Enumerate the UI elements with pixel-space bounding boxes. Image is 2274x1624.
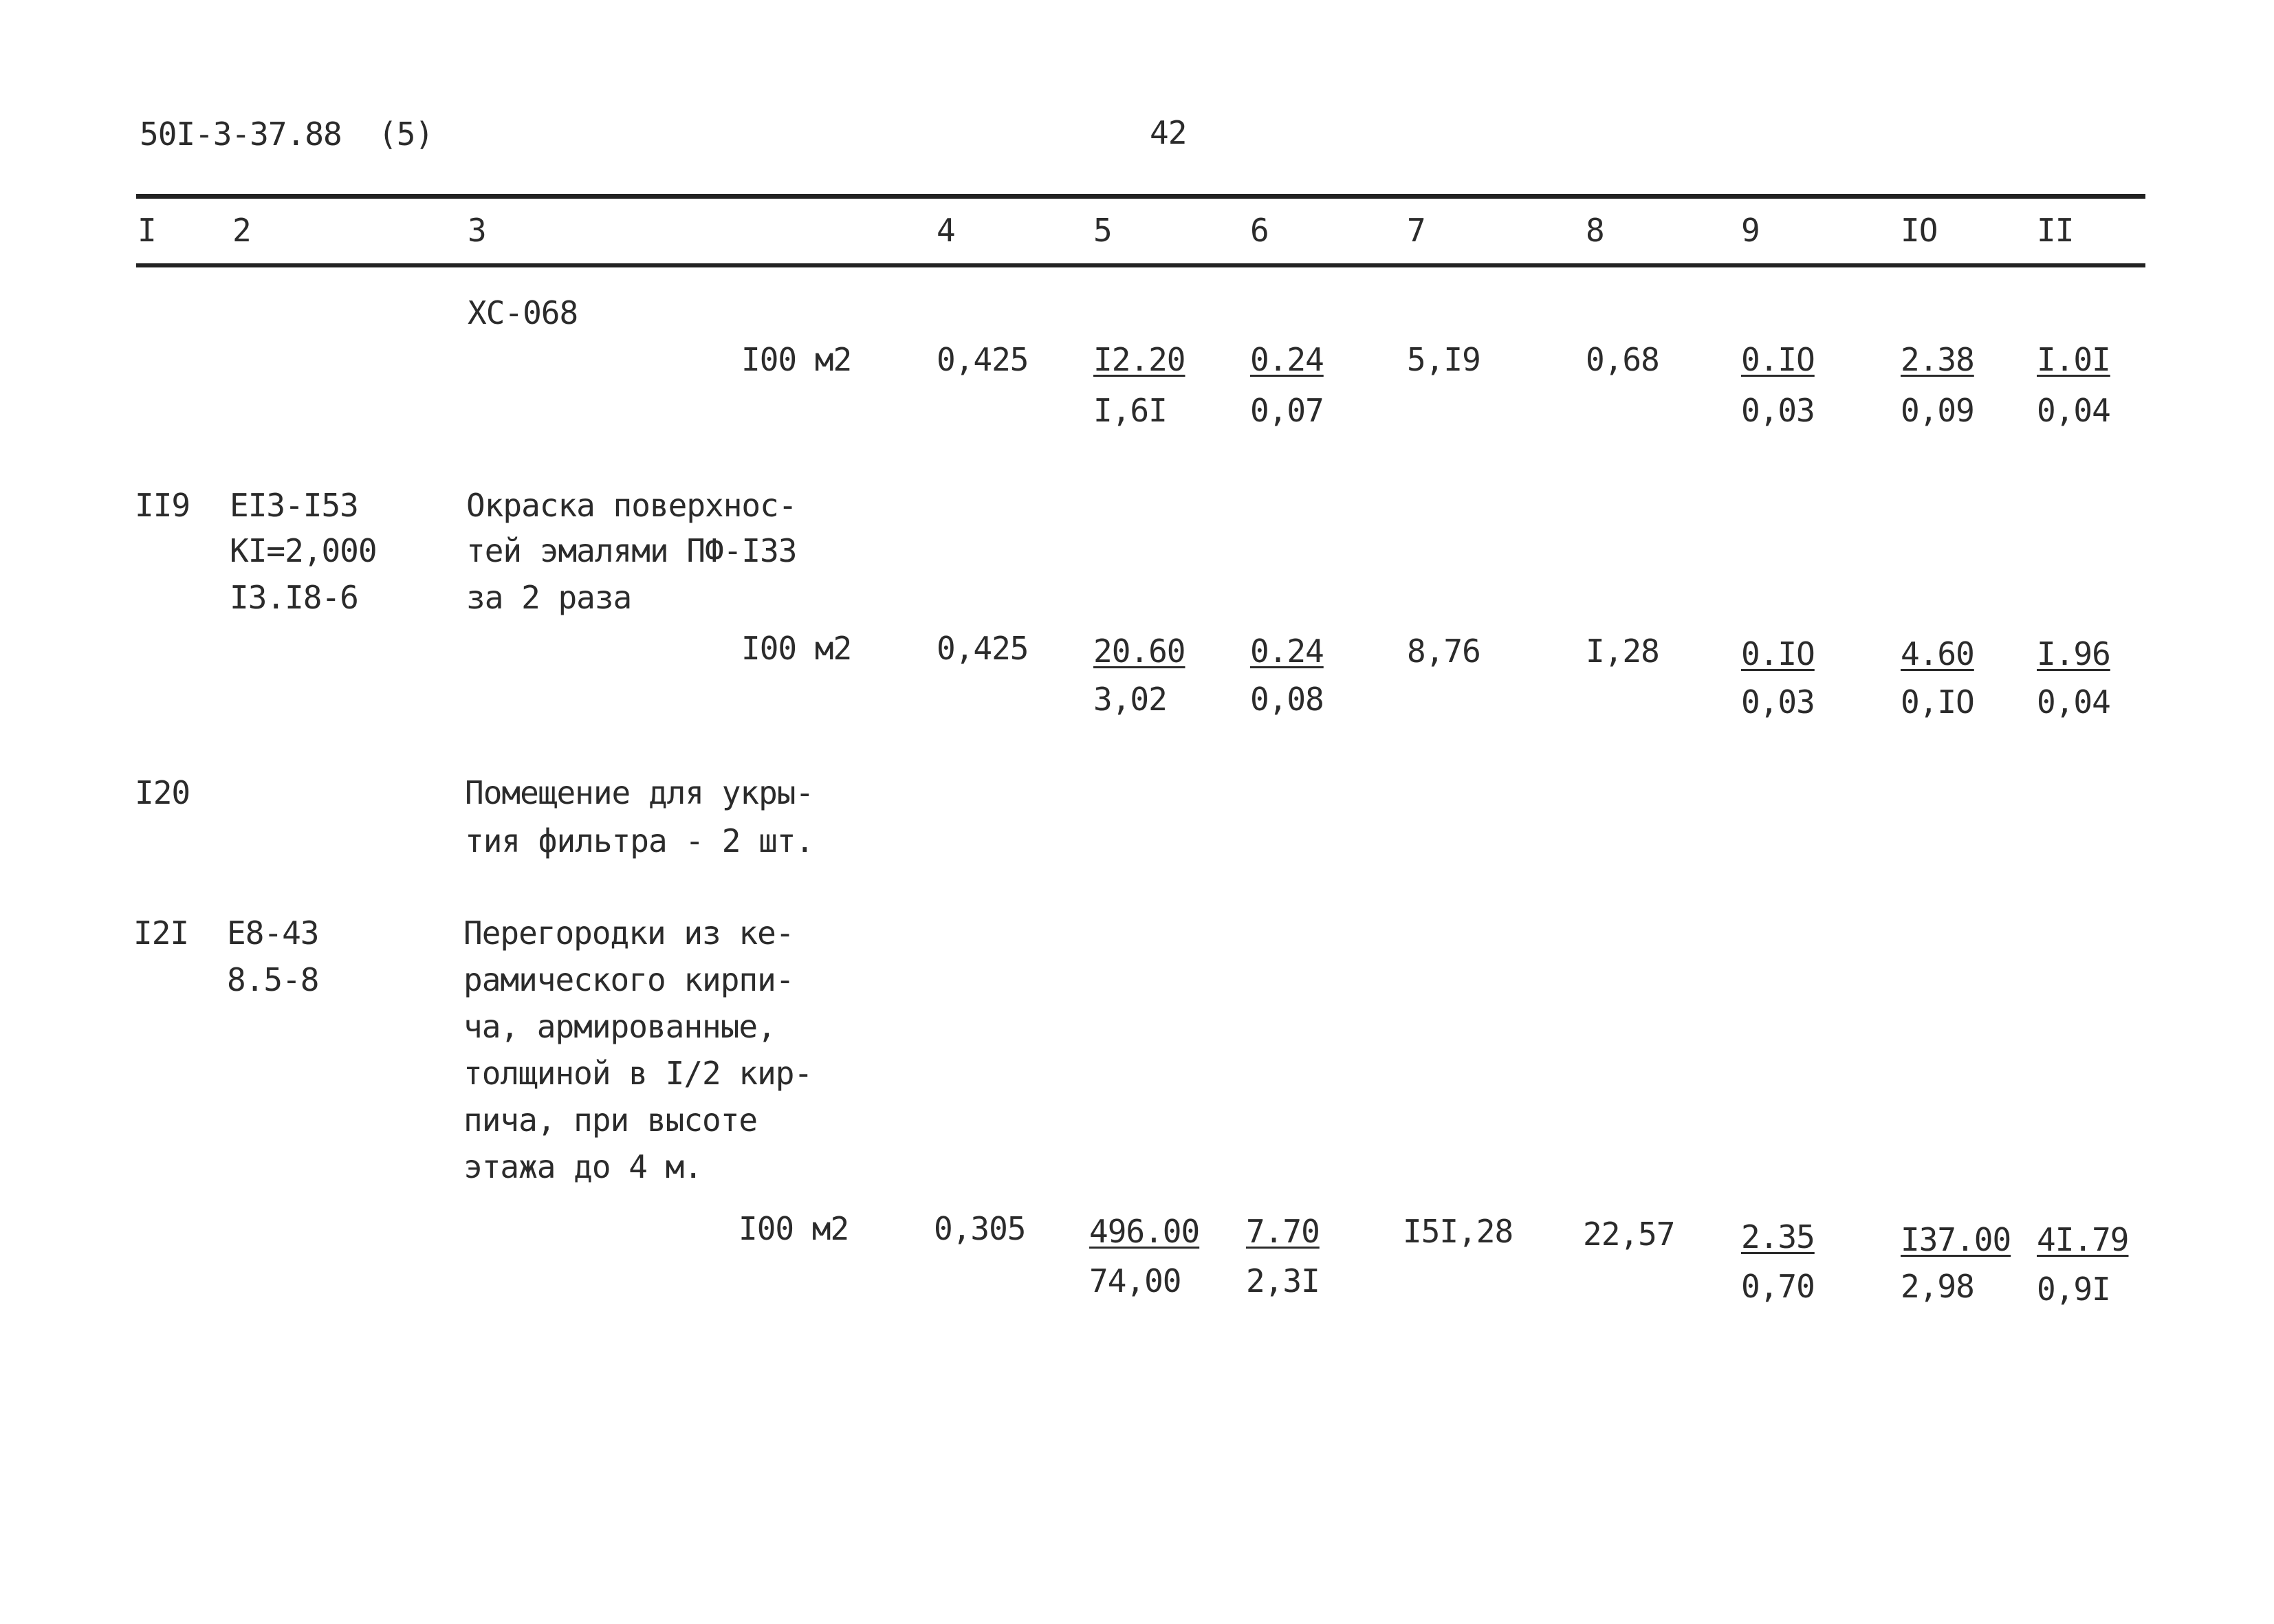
column-header-6: 6 <box>1250 212 1269 249</box>
column-header-1: I <box>138 212 156 249</box>
column-header-8: 8 <box>1586 212 1604 249</box>
cost-col5-top: I2.20 <box>1093 341 1185 378</box>
cost-col9-top: 0.IO <box>1741 635 1815 672</box>
row-code-line: I3.I8-6 <box>230 579 358 616</box>
row-unit: I00 м2 <box>741 341 852 378</box>
cost-col6-top: 0.24 <box>1250 633 1324 670</box>
cost-col10-bottom: 0,09 <box>1901 392 1974 429</box>
row-number: I2I <box>133 914 189 952</box>
cost-col7: I5I,28 <box>1403 1213 1513 1250</box>
cost-col6-top: 7.70 <box>1246 1213 1320 1250</box>
row-unit: I00 м2 <box>741 630 852 667</box>
row-number: II9 <box>135 487 190 524</box>
cost-col9-top: 0.IO <box>1741 341 1815 378</box>
table-top-rule <box>136 194 2145 199</box>
cost-col10-bottom: 0,IO <box>1901 683 1974 721</box>
cost-col11-bottom: 0,9I <box>2037 1271 2110 1308</box>
row-description-line: Перегородки из ке- <box>463 914 794 952</box>
cost-col11-top: I.96 <box>2037 635 2110 672</box>
column-header-7: 7 <box>1407 212 1425 249</box>
row-description-line: пича, при высоте <box>463 1101 758 1139</box>
table-header-rule <box>136 263 2145 267</box>
cost-col5-bottom: I,6I <box>1093 392 1167 429</box>
row-number: I20 <box>135 774 190 811</box>
row-code-line: EI3-I53 <box>230 487 358 524</box>
cost-col8: 22,57 <box>1583 1216 1675 1253</box>
row-description-line: тия фильтра - 2 шт. <box>465 822 814 859</box>
row-description-line: рамического кирпи- <box>463 961 794 998</box>
row-code-line: 8.5-8 <box>227 961 319 998</box>
cost-col9-bottom: 0,03 <box>1741 392 1815 429</box>
cost-col8: 0,68 <box>1586 341 1659 378</box>
row-description-line: за 2 раза <box>466 579 632 616</box>
row-quantity: 0,425 <box>937 341 1029 378</box>
cost-col10-top: I37.00 <box>1901 1221 2011 1258</box>
column-header-10: IO <box>1901 212 1938 249</box>
cost-col11-bottom: 0,04 <box>2037 392 2110 429</box>
column-header-3: 3 <box>468 212 486 249</box>
cost-col10-top: 2.38 <box>1901 341 1974 378</box>
cost-col6-bottom: 0,07 <box>1250 392 1324 429</box>
cost-col8: I,28 <box>1586 633 1659 670</box>
cost-col6-bottom: 0,08 <box>1250 681 1324 718</box>
page-number: 42 <box>1150 114 1187 151</box>
cost-col10-top: 4.60 <box>1901 635 1974 672</box>
row-description-line: Окраска поверхнос- <box>466 487 797 524</box>
row-description-line: ча, армированные, <box>463 1008 776 1045</box>
doc-code: 50I-3-37.88 (5) <box>140 116 434 153</box>
row-description-line: XC-068 <box>468 294 578 331</box>
row-description-line: толщиной в I/2 кир- <box>463 1055 813 1092</box>
row-description-line: тей эмалями ПФ-I33 <box>466 532 797 569</box>
cost-col9-top: 2.35 <box>1741 1218 1815 1255</box>
cost-col11-bottom: 0,04 <box>2037 683 2110 721</box>
column-header-5: 5 <box>1093 212 1112 249</box>
cost-col5-bottom: 74,00 <box>1089 1262 1181 1299</box>
row-quantity: 0,305 <box>934 1210 1026 1247</box>
row-unit: I00 м2 <box>739 1210 849 1247</box>
row-code-line: E8-43 <box>227 914 319 952</box>
column-header-4: 4 <box>937 212 955 249</box>
row-quantity: 0,425 <box>937 630 1029 667</box>
cost-col5-top: 496.00 <box>1089 1213 1200 1250</box>
cost-col11-top: 4I.79 <box>2037 1221 2129 1258</box>
column-header-11: II <box>2037 212 2074 249</box>
cost-col10-bottom: 2,98 <box>1901 1268 1974 1305</box>
column-header-9: 9 <box>1741 212 1760 249</box>
column-header-2: 2 <box>232 212 251 249</box>
cost-col5-top: 20.60 <box>1093 633 1185 670</box>
cost-col6-bottom: 2,3I <box>1246 1262 1320 1299</box>
cost-col9-bottom: 0,03 <box>1741 683 1815 721</box>
cost-col6-top: 0.24 <box>1250 341 1324 378</box>
row-code-line: KI=2,000 <box>230 532 377 569</box>
cost-col11-top: I.0I <box>2037 341 2110 378</box>
cost-col5-bottom: 3,02 <box>1093 681 1167 718</box>
cost-col7: 5,I9 <box>1407 341 1480 378</box>
row-description-line: этажа до 4 м. <box>463 1148 703 1185</box>
cost-col9-bottom: 0,70 <box>1741 1268 1815 1305</box>
row-description-line: Помещение для укры- <box>465 774 814 811</box>
cost-col7: 8,76 <box>1407 633 1480 670</box>
